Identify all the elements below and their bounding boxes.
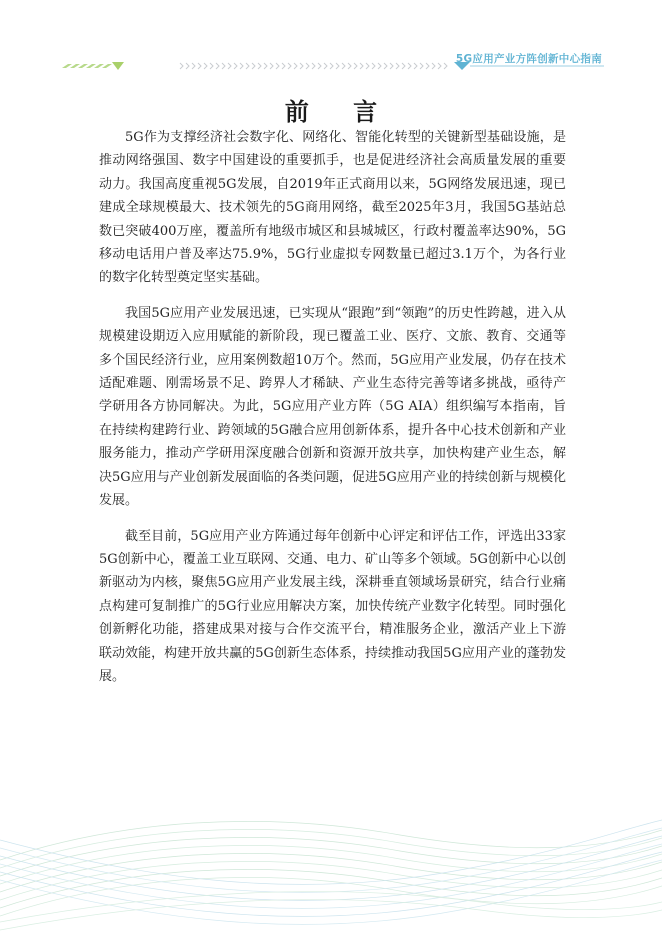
paragraph-3: 截至目前，5G应用产业方阵通过每年创新中心评定和评估工作，评选出33家5G创新中心，覆盖工业互联网、交通、电力、矿山等多个领域。5G创新中心以创新驱动为内核，聚焦5G应用产业发展主线，深耕垂直领域场景研究，结合行业痛点构建可复制推广的5G行业应用解决方案，加快传统产业数字化转型。同时强化创新孵化功能，搭建成果对接与合作交流平台，精准服务企业，激活产业上下游联动效能，构建开放共赢的5G创新生态体系，持续推动我国5G应用产业的蓬勃发展。 xyxy=(99,528,567,684)
header-decoration xyxy=(0,0,662,80)
header-title: 5G应用产业方阵创新中心指南 xyxy=(455,53,602,65)
paragraph-1: 5G作为支撑经济社会数字化、网络化、智能化转型的关键新型基础设施，是推动网络强国、数字中国建设的重要抓手，也是促进经济社会高质量发展的重要动力。我国高度重视5G发展，自2019年正式商用以来，5G网络发展迅速，现已建成全球规模最大、技术领先的5G商用网络，截至2025年3月，我国5G基站总数已突破400万座，覆盖所有地级市城区和县城城区，行政村覆盖率达90%，5G移动电话用户普及率达75.9%，5G行业虚拟专网数量已超过3.1万个，为各行业的数字化转型奠定坚实基础。 xyxy=(99,130,566,286)
green-triangle-icon xyxy=(112,62,124,70)
wave-decoration xyxy=(0,790,662,936)
paragraph-2: 我国5G应用产业发展迅速，已实现从“跟跑”到“领跑”的历史性跨越，进入从规模建设期迈入应用赋能的新阶段，现已覆盖工业、医疗、文旅、教育、交通等多个国民经济行业，应用案例数超10万个。然而，5G应用产业发展，仍存在技术适配难题、刚需场景不足、跨界人才稀缺、产业生态待完善等诸多挑战，亟待产学研用各方协同解决。为此，5G应用产业方阵（5G AIA）组织编写本指南，旨在持续构建跨行业、跨领域的5G融合应用创新体系，提升各中心技术创新和产业服务能力，推动产学研用深度融合创新和资源开放共享，加快构建产业生态，解决5G应用与产业创新发展面临的各类问题，促进5G应用产业的持续创新与规模化发展。 xyxy=(99,305,567,509)
page-title: 前 言 xyxy=(284,97,396,126)
body-text xyxy=(99,126,566,700)
green-dash-pattern xyxy=(62,64,112,68)
chevron-pattern xyxy=(180,63,447,69)
